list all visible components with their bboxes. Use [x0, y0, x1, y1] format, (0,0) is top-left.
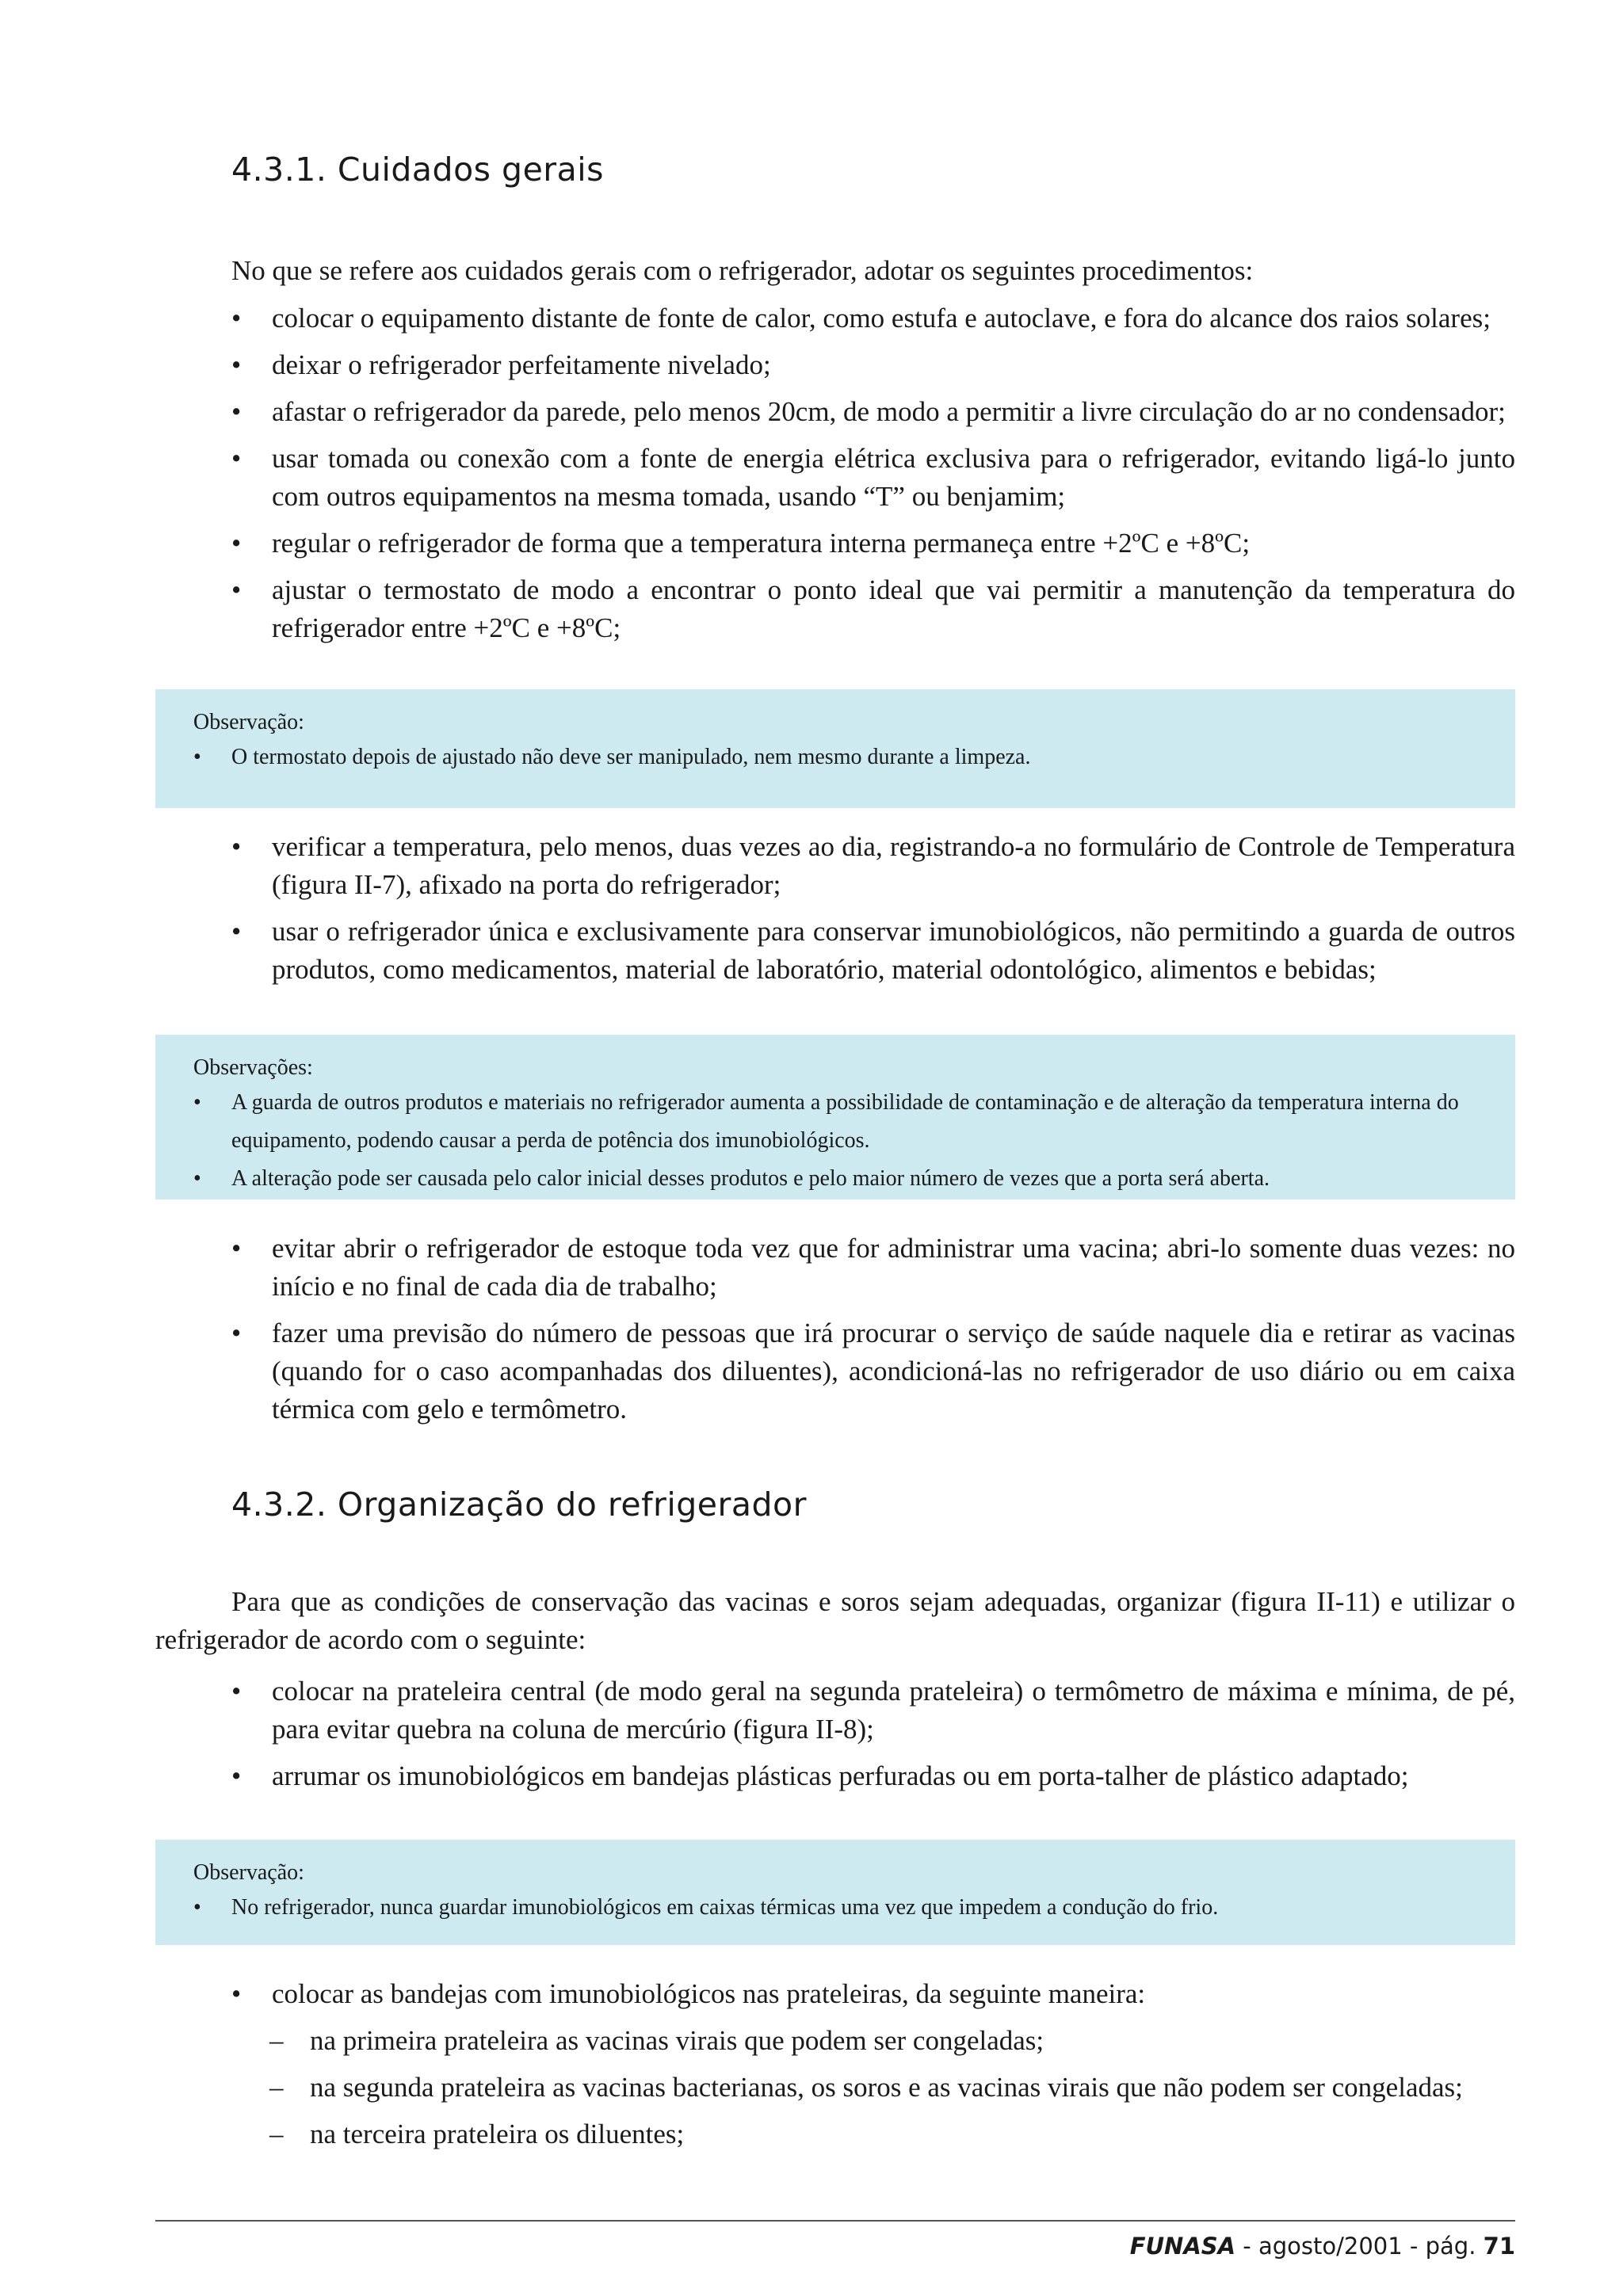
dash-marker: – — [269, 2072, 284, 2103]
dash-list-shelves — [269, 2022, 1515, 2162]
list-item: – na terceira prateleira os diluentes; — [269, 2115, 1515, 2153]
page-number: 71 — [1483, 2233, 1515, 2260]
section-heading-organizacao: 4.3.2. Organização do refrigerador — [231, 1486, 807, 1524]
bullet-marker: • — [193, 1166, 201, 1191]
list-item: • verificar a temperatura, pelo menos, duas vezes ao dia, registrando-a no formulário de Controle de Temperatura (figura II-7), afixado na porta do refrigerador; — [231, 828, 1515, 904]
observation-item: • No refrigerador, nunca guardar imunobiológicos em caixas térmicas uma vez que impedem a condução do frio. — [193, 1889, 1484, 1927]
bullet-marker: • — [231, 1233, 242, 1264]
bullet-marker: • — [231, 574, 242, 605]
list-item: • evitar abrir o refrigerador de estoque toda vez que for administrar uma vacina; abri-lo somente duas vezes: no início e no final de cada dia de trabalho; — [231, 1230, 1515, 1306]
bullet-marker: • — [231, 528, 242, 559]
bullet-marker: • — [231, 1978, 242, 2009]
bullet-marker: • — [231, 443, 242, 474]
bullet-marker: • — [231, 303, 242, 334]
bullet-marker: • — [231, 916, 242, 947]
list-item: – na segunda prateleira as vacinas bacterianas, os soros e as vacinas virais que não podem ser congeladas; — [269, 2069, 1515, 2107]
list-item: • ajustar o termostato de modo a encontrar o ponto ideal que vai permitir a manutenção da temperatura do refrigerador entre +2ºC e +8ºC; — [231, 571, 1515, 647]
footer-date: - agosto/2001 - pág. — [1235, 2233, 1484, 2260]
bullet-marker: • — [231, 1318, 242, 1348]
observation-item: • A alteração pode ser causada pelo calor inicial desses produtos e pelo maior número de vezes que a porta será aberta. — [193, 1160, 1484, 1198]
observation-item: • O termostato depois de ajustado não deve ser manipulado, nem mesmo durante a limpeza. — [193, 738, 1484, 776]
bullet-list-organization — [231, 1672, 1515, 1804]
observation-title: Observação: — [193, 1860, 304, 1885]
bullet-marker: • — [231, 831, 242, 862]
bullet-marker: • — [231, 349, 242, 380]
list-item: • arrumar os imunobiológicos em bandejas plásticas perfuradas ou em porta-talher de plástico adaptado; — [231, 1757, 1515, 1795]
bullet-list-shelves — [231, 1975, 1515, 2022]
intro-paragraph: Para que as condições de conservação das vacinas e soros sejam adequadas, organizar (figura II-11) e utilizar o refrigerador de acordo com o seguinte: — [155, 1586, 1515, 1655]
observation-item: • A guarda de outros produtos e materiais no refrigerador aumenta a possibilidade de contaminação e de alteração da temperatura interna do equipamento, podendo causar a perda de potência dos imunobiológicos. — [193, 1084, 1484, 1160]
bullet-marker: • — [193, 1895, 201, 1920]
list-item: • colocar as bandejas com imunobiológicos nas prateleiras, da seguinte maneira: — [231, 1975, 1515, 2013]
page-footer — [1130, 2233, 1515, 2260]
bullet-list-care-final — [231, 1230, 1515, 1437]
bullet-marker: • — [231, 396, 242, 427]
observation-box — [155, 689, 1515, 808]
bullet-marker: • — [231, 1676, 242, 1707]
list-item: • afastar o refrigerador da parede, pelo menos 20cm, de modo a permitir a livre circulação do ar no condensador; — [231, 393, 1515, 431]
observations-box — [155, 1035, 1515, 1199]
section-heading-cuidados-gerais: 4.3.1. Cuidados gerais — [231, 151, 605, 189]
list-item: – na primeira prateleira as vacinas virais que podem ser congeladas; — [269, 2022, 1515, 2060]
list-item: • colocar na prateleira central (de modo geral na segunda prateleira) o termômetro de máxima e mínima, de pé, para evitar quebra na coluna de mercúrio (figura II-8); — [231, 1672, 1515, 1749]
bullet-marker: • — [231, 1760, 242, 1791]
bullet-list-care — [231, 299, 1515, 656]
bullet-marker: • — [193, 1090, 201, 1115]
list-item: • colocar o equipamento distante de fonte de calor, como estufa e autoclave, e fora do alcance dos raios solares; — [231, 299, 1515, 338]
list-item: • usar o refrigerador única e exclusivamente para conservar imunobiológicos, não permitindo a guarda de outros produtos, como medicamentos, material de laboratório, material odontológico, alimentos e bebidas; — [231, 913, 1515, 989]
observation-box — [155, 1840, 1515, 1945]
footer-divider — [155, 2220, 1515, 2222]
intro-paragraph: No que se refere aos cuidados gerais com o refrigerador, adotar os seguintes procedimentos: — [231, 255, 1254, 286]
list-item: • regular o refrigerador de forma que a temperatura interna permaneça entre +2ºC e +8ºC; — [231, 524, 1515, 563]
list-item: • usar tomada ou conexão com a fonte de energia elétrica exclusiva para o refrigerador, evitando ligá-lo junto com outros equipamentos na mesma tomada, usando “T” ou benjamim; — [231, 440, 1515, 516]
list-item: • deixar o refrigerador perfeitamente nivelado; — [231, 346, 1515, 384]
dash-marker: – — [269, 2119, 284, 2149]
footer-org: FUNASA — [1129, 2233, 1236, 2260]
observation-title: Observação: — [193, 710, 304, 734]
bullet-marker: • — [193, 745, 201, 769]
list-item: • fazer uma previsão do número de pessoas que irá procurar o serviço de saúde naquele dia e retirar as vacinas (quando for o caso acompanhadas dos diluentes), acondicioná-las no refrigerador de uso diário ou em caixa térmica com gelo e termômetro. — [231, 1314, 1515, 1428]
observation-title: Observações: — [193, 1055, 313, 1080]
dash-marker: – — [269, 2025, 284, 2056]
bullet-list-care-continued — [231, 828, 1515, 997]
